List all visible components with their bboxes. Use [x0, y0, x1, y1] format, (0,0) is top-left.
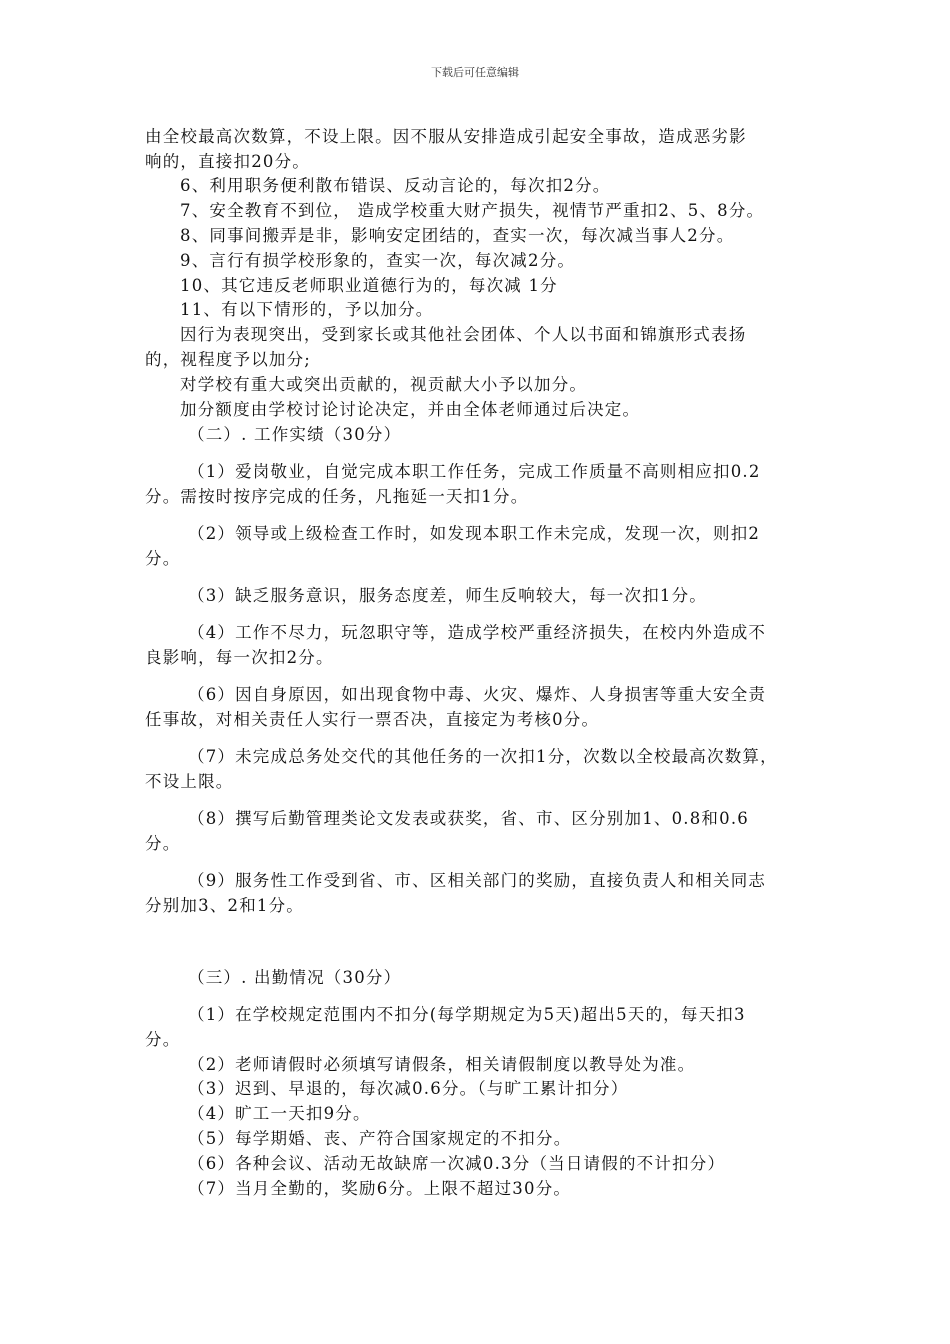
text-line: （5）每学期婚、丧、产符合国家规定的不扣分。 [188, 1129, 572, 1148]
text-line: 因行为表现突出，受到家长或其他社会团体、个人以书面和锦旗形式表扬 [180, 325, 747, 344]
text-line: （2）领导或上级检查工作时，如发现本职工作未完成，发现一次，则扣2 [188, 524, 761, 543]
section-heading: （二）. 工作实绩（30分） [188, 425, 402, 444]
text-line: 分。 [145, 1030, 181, 1049]
text-line: 7、安全教育不到位， 造成学校重大财产损失，视情节严重扣2、5、8分。 [180, 201, 765, 220]
text-line: 对学校有重大或突出贡献的，视贡献大小予以加分。 [180, 375, 588, 394]
text-line: 10、其它违反老师职业道德行为的，每次减 1分 [180, 276, 558, 295]
text-line: 的，视程度予以加分; [145, 350, 312, 369]
text-line: 6、利用职务便利散布错误、反动言论的，每次扣2分。 [180, 176, 611, 195]
text-line: （9）服务性工作受到省、市、区相关部门的奖励，直接负责人和相关同志 [188, 871, 767, 890]
text-line: （4）工作不尽力，玩忽职守等，造成学校严重经济损失，在校内外造成不 [188, 623, 767, 642]
text-line: 不设上限。 [145, 772, 234, 791]
text-line: （7）当月全勤的，奖励6分。上限不超过30分。 [188, 1179, 572, 1198]
text-line: 良影响，每一次扣2分。 [145, 648, 334, 667]
text-line: 加分额度由学校讨论讨论决定，并由全体老师通过后决定。 [180, 400, 641, 419]
text-line: 9、言行有损学校形象的，查实一次，每次减2分。 [180, 251, 576, 270]
page-header: 下载后可任意编辑 [431, 66, 519, 79]
text-line: （3）迟到、早退的，每次减0.6分。（与旷工累计扣分） [188, 1079, 629, 1098]
text-line: （7）未完成总务处交代的其他任务的一次扣1分，次数以全校最高次数算， [188, 747, 778, 766]
text-line: 任事故，对相关责任人实行一票否决，直接定为考核0分。 [145, 710, 600, 729]
text-line: 分。需按时按序完成的任务，凡拖延一天扣1分。 [145, 487, 529, 506]
text-line: （1）爱岗敬业，自觉完成本职工作任务，完成工作质量不高则相应扣0.2 [188, 462, 761, 481]
text-line: （1）在学校规定范围内不扣分(每学期规定为5天)超出5天的，每天扣3 [188, 1005, 746, 1024]
text-line: 响的，直接扣20分。 [145, 152, 310, 171]
text-line: （3）缺乏服务意识，服务态度差，师生反响较大，每一次扣1分。 [188, 586, 707, 605]
text-line: 11、有以下情形的，予以加分。 [180, 300, 434, 319]
text-line: （2）老师请假时必须填写请假条，相关请假制度以教导处为准。 [188, 1055, 696, 1074]
text-line: 分别加3、2和1分。 [145, 896, 304, 915]
text-line: （8）撰写后勤管理类论文发表或获奖，省、市、区分别加1、0.8和0.6 [188, 809, 749, 828]
text-line: 由全校最高次数算，不设上限。因不服从安排造成引起安全事故，造成恶劣影 [145, 127, 747, 146]
text-line: 分。 [145, 834, 181, 853]
text-line: （6）各种会议、活动无故缺席一次减0.3分（当日请假的不计扣分） [188, 1154, 726, 1173]
text-line: 分。 [145, 549, 181, 568]
text-line: 8、同事间搬弄是非，影响安定团结的，查实一次，每次减当事人2分。 [180, 226, 735, 245]
text-line: （6）因自身原因，如出现食物中毒、火灾、爆炸、人身损害等重大安全责 [188, 685, 767, 704]
section-heading: （三）. 出勤情况（30分） [188, 968, 402, 987]
text-line: （4）旷工一天扣9分。 [188, 1104, 371, 1123]
